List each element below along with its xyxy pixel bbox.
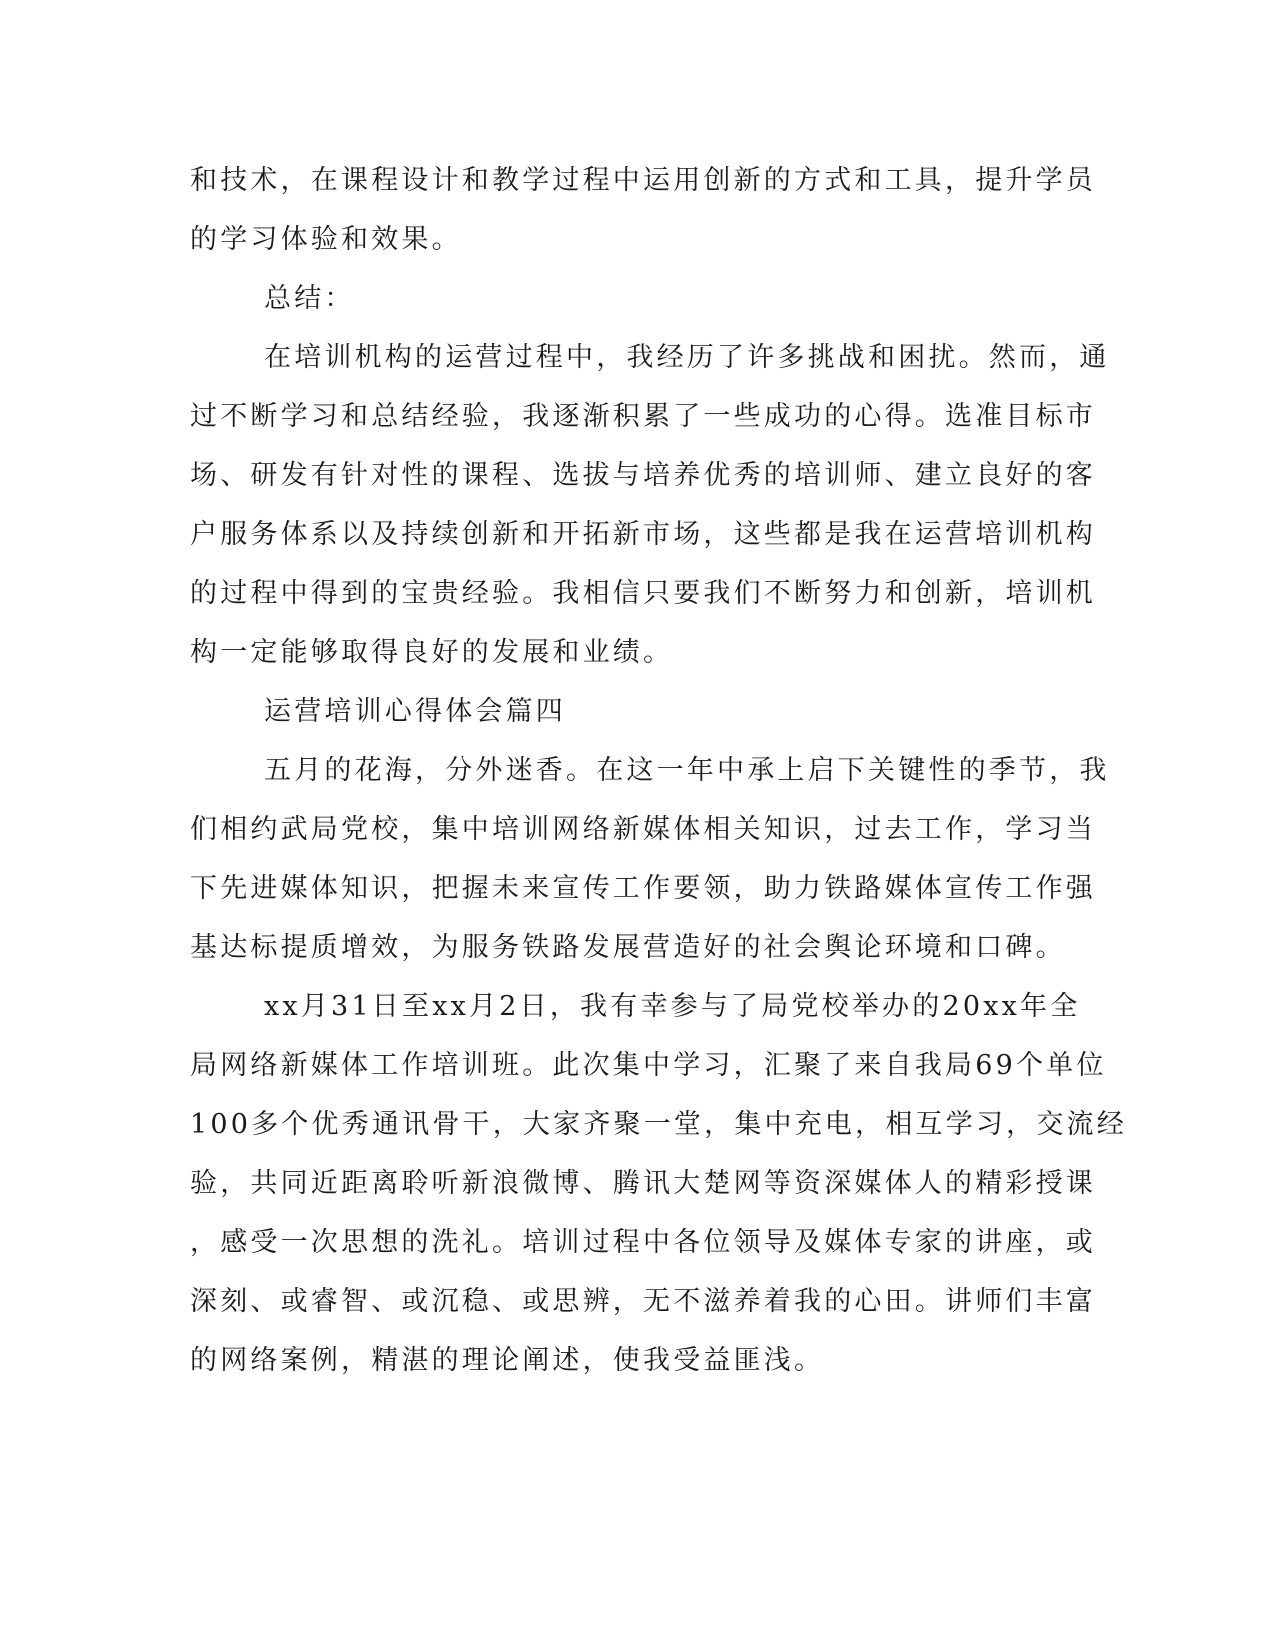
text-line: 构一定能够取得良好的发展和业绩。 [190,637,674,668]
text-line: 验，共同近距离聆听新浪微博、腾讯大楚网等资深媒体人的精彩授课 [190,1168,1096,1199]
section-heading-part-four: 运营培训心得体会篇四 [264,696,566,727]
text-line: 的过程中得到的宝贵经验。我相信只要我们不断努力和创新，培训机 [190,578,1096,609]
text-line: 基达标提质增效，为服务铁路发展营造好的社会舆论环境和口碑。 [190,932,1066,963]
text-line: 100多个优秀通讯骨干，大家齐聚一堂，集中充电，相互学习，交流经 [190,1109,1127,1140]
paragraph-first-line: 在培训机构的运营过程中，我经历了许多挑战和困扰。然而，通 [264,342,1110,373]
text-line: 过不断学习和总结经验，我逐渐积累了一些成功的心得。选准目标市 [190,401,1096,432]
text-line: ，感受一次思想的洗礼。培训过程中各位领导及媒体专家的讲座，或 [190,1227,1096,1258]
text-line: 们相约武局党校，集中培训网络新媒体相关知识，过去工作，学习当 [190,814,1096,845]
text-line: 的网络案例，精湛的理论阐述，使我受益匪浅。 [190,1345,825,1376]
text-line: 的学习体验和效果。 [190,224,462,255]
paragraph-first-line: 五月的花海，分外迷香。在这一年中承上启下关键性的季节，我 [264,755,1110,786]
text-line: 和技术，在课程设计和教学过程中运用创新的方式和工具，提升学员 [190,165,1096,196]
text-line: 下先进媒体知识，把握未来宣传工作要领，助力铁路媒体宣传工作强 [190,873,1096,904]
text-line: 局网络新媒体工作培训班。此次集中学习，汇聚了来自我局69个单位 [190,1050,1107,1081]
text-line: 场、研发有针对性的课程、选拔与培养优秀的培训师、建立良好的客 [190,460,1096,491]
text-line: 户服务体系以及持续创新和开拓新市场，这些都是我在运营培训机构 [190,519,1096,550]
text-line: 深刻、或睿智、或沉稳、或思辨，无不滋养着我的心田。讲师们丰富 [190,1286,1096,1317]
paragraph-first-line: xx月31日至xx月2日，我有幸参与了局党校举办的20xx年全 [264,991,1081,1022]
section-heading-summary: 总结： [264,283,355,314]
